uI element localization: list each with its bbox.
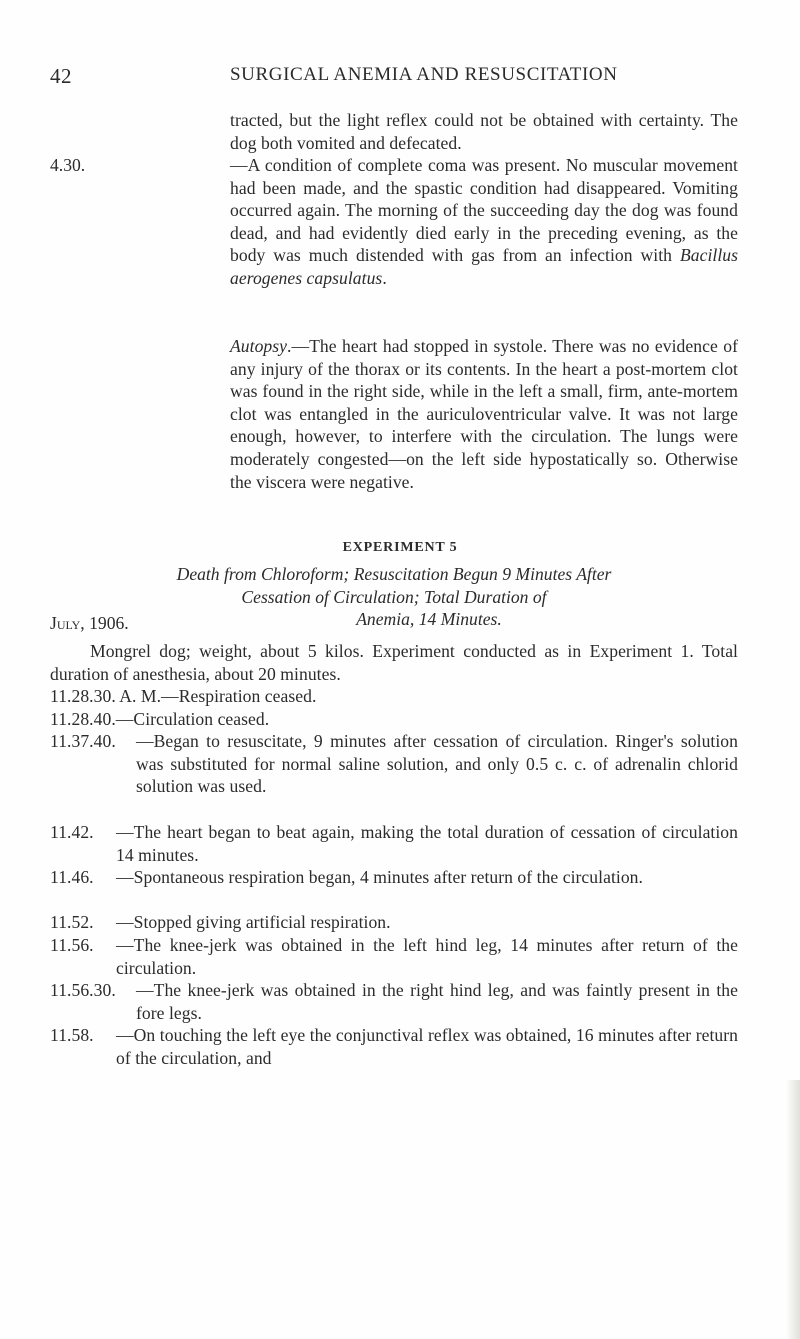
log-time: 11.56. xyxy=(50,935,94,955)
log-text: —Circulation ceased. xyxy=(115,709,270,729)
entry-text xyxy=(230,154,738,290)
log-text: —Stopped giving artificial respiration. xyxy=(116,912,391,932)
log-entry xyxy=(50,934,738,979)
log-time: 11.37.40. xyxy=(50,731,116,751)
running-title: SURGICAL ANEMIA AND RESUSCITATION xyxy=(230,64,618,85)
experiment-heading: EXPERIMENT 5 xyxy=(342,540,458,555)
log-text: —Spontaneous respiration began, 4 minutes after return of the circulation. xyxy=(116,867,643,887)
log-entry xyxy=(50,821,738,866)
log-time: 11.28.30. A. M. xyxy=(50,686,162,706)
log-entry xyxy=(50,866,738,889)
page-number: 42 xyxy=(50,64,72,88)
experiment-date: July, 1906. xyxy=(50,613,129,633)
autopsy-label: Autopsy xyxy=(230,336,288,356)
autopsy-paragraph xyxy=(230,335,738,493)
intro-paragraph: Mongrel dog; weight, about 5 kilos. Experiment conducted as in Experiment 1. Total duration of anesthesia, about 20 minutes. xyxy=(50,641,738,684)
log-text: —Respiration ceased. xyxy=(161,686,317,706)
log-entry xyxy=(50,979,738,1024)
log-text: —The heart began to beat again, making the total duration of cessation of circulation 14 minutes. xyxy=(116,822,738,865)
log-text: —The knee-jerk was obtained in the left hind leg, 14 minutes after return of the circulation. xyxy=(116,935,738,978)
log-time: 11.52. xyxy=(50,912,94,932)
log-entry xyxy=(50,911,738,934)
log-time: 11.42. xyxy=(50,822,94,842)
log-text: —The knee-jerk was obtained in the right hind leg, and was faintly present in the fore legs. xyxy=(136,980,738,1023)
entry-text-pre: —A condition of complete coma was present. No muscular movement had been made, and the spastic condition had disappeared. Vomiting occurred again. The morning of the succeeding day the dog was found dead, and had evidently died early in the preceding evening, as the body was much distended with gas from an infection with xyxy=(230,155,738,266)
subtitle-line-2: Cessation of Circulation; Total Duration of xyxy=(241,586,547,607)
entry-time: 4.30. xyxy=(50,155,86,175)
continued-paragraph: tracted, but the light reflex could not be obtained with certainty. The dog both vomited and defecated. xyxy=(230,110,738,153)
autopsy-text: .—The heart had stopped in systole. There was no evidence of any injury of the thorax or its contents. In the heart a post-mortem clot was found in the right side, while in the left a small, firm, ante-mortem clot was entangled in the auriculoventricular valve. It was not large enough, however, to interfere with the circulation. The lungs were moderately congested—on the left side hypostatically so. Otherwise the viscera were negative. xyxy=(230,336,738,492)
entry-text-post: . xyxy=(382,267,387,288)
log-text: —On touching the left eye the conjunctival reflex was obtained, 16 minutes after return of the circulation, and xyxy=(116,1025,738,1068)
log-text: —Began to resuscitate, 9 minutes after cessation of circulation. Ringer's solution was substituted for normal saline solution, and only 0.5 c. c. of adrenalin chlorid solution was used. xyxy=(136,731,738,797)
log-entry xyxy=(50,1024,738,1069)
entry-4-30 xyxy=(50,154,738,290)
experiment-subtitle xyxy=(50,563,738,631)
log-time: 11.46. xyxy=(50,867,94,887)
subtitle-line-3: Anemia, 14 Minutes. xyxy=(356,609,502,630)
log-time: 11.56.30. xyxy=(50,980,116,1000)
page-edge-shadow xyxy=(786,1080,800,1339)
log-entry xyxy=(50,708,738,731)
subtitle-line-1: Death from Chloroform; Resuscitation Begun 9 Minutes After xyxy=(176,564,612,584)
log-time: 11.58. xyxy=(50,1025,94,1045)
running-header xyxy=(0,64,800,88)
log-time: 11.28.40. xyxy=(50,709,116,729)
organism-name: Bacillus aerogenes capsulatus xyxy=(230,245,738,288)
log-entry xyxy=(50,730,738,798)
log-entry xyxy=(50,685,738,708)
